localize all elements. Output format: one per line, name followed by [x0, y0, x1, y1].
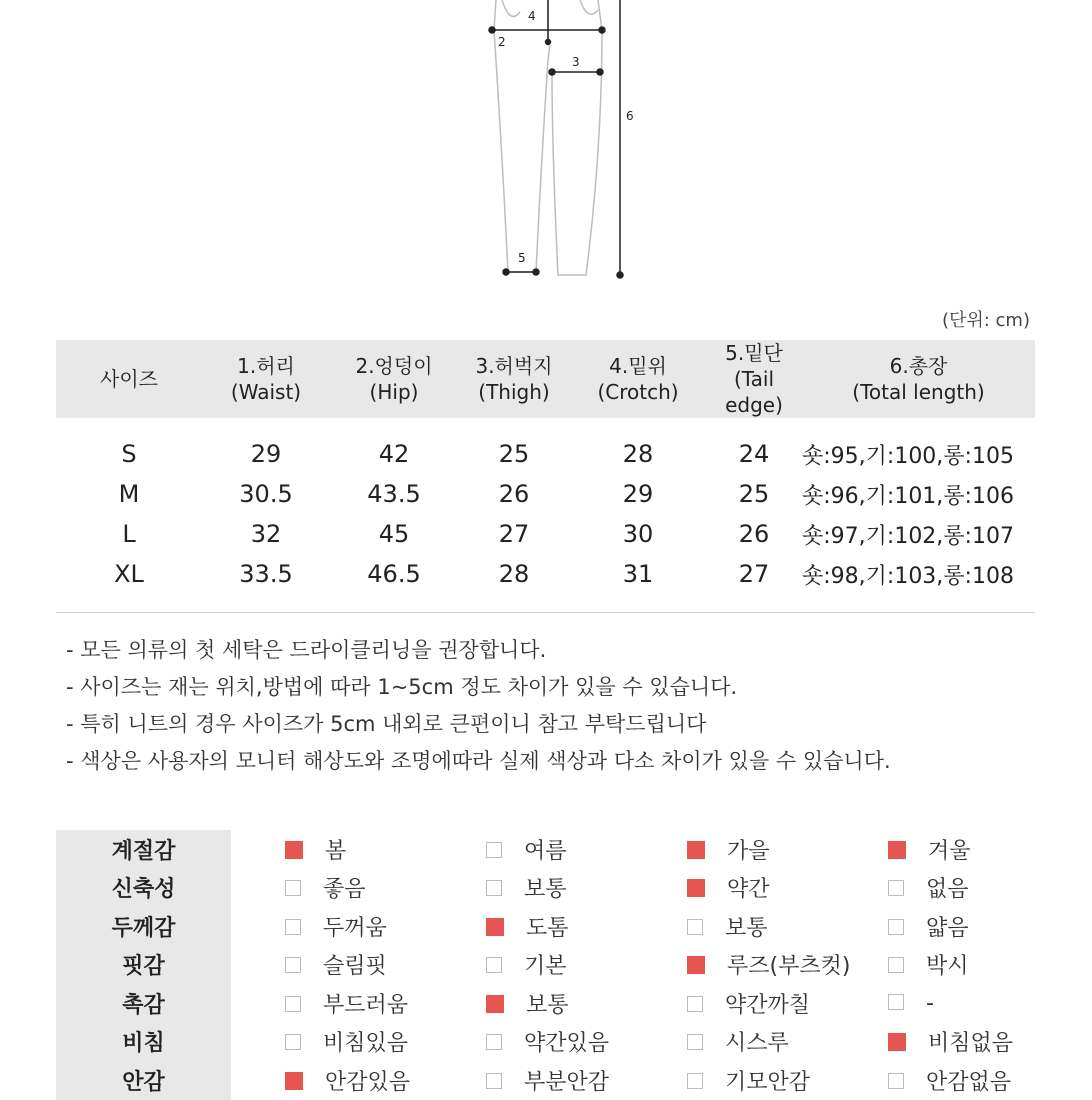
unchecked-box-icon	[486, 957, 502, 973]
unchecked-box-icon	[486, 880, 502, 896]
unchecked-box-icon	[888, 880, 904, 896]
unchecked-box-icon	[687, 1034, 703, 1050]
cell-thigh: 27	[498, 520, 530, 548]
unchecked-box-icon	[888, 919, 904, 935]
attribute-option-label: 좋음	[323, 877, 366, 903]
header-size: 사이즈	[56, 340, 202, 418]
attribute-row	[56, 869, 1035, 908]
attribute-label: 계절감	[56, 830, 231, 869]
checked-box-icon	[888, 841, 906, 859]
unchecked-box-icon	[285, 880, 301, 896]
attribute-option	[231, 907, 432, 946]
cell-crotch: 31	[570, 554, 706, 613]
attribute-option	[633, 907, 834, 946]
cell-size: S	[121, 440, 137, 468]
unchecked-box-icon	[486, 842, 502, 858]
unchecked-box-icon	[285, 1034, 301, 1050]
attribute-option	[834, 1061, 1035, 1100]
attribute-label: 촉감	[56, 984, 231, 1023]
unchecked-box-icon	[888, 957, 904, 973]
cell-thigh: 25	[498, 440, 530, 468]
attribute-option	[834, 907, 1035, 946]
cell-thigh: 26	[498, 480, 530, 508]
attribute-option-label: 박시	[926, 954, 969, 980]
attribute-option	[633, 869, 834, 908]
note-item: - 특히 니트의 경우 사이즈가 5cm 내외로 큰편이니 참고 부탁드립니다	[66, 712, 707, 736]
header-crotch: 4.밑위 (Crotch)	[570, 340, 706, 418]
attribute-option	[231, 1061, 432, 1100]
attribute-option-label: 비침있음	[323, 1031, 409, 1057]
header-tail-edge: 5.밑단 (Tail edge)	[706, 340, 802, 418]
attribute-option	[231, 984, 432, 1023]
attribute-option	[231, 1023, 432, 1062]
attribute-option	[432, 869, 633, 908]
cell-crotch: 30	[622, 520, 654, 548]
checked-box-icon	[486, 918, 504, 936]
attribute-option	[633, 1061, 834, 1100]
attribute-option	[432, 1061, 633, 1100]
unchecked-box-icon	[687, 1073, 703, 1089]
cell-hip: 42	[378, 440, 410, 468]
unchecked-box-icon	[285, 996, 301, 1012]
attribute-table	[56, 830, 1035, 1100]
unchecked-box-icon	[888, 1073, 904, 1089]
attribute-option	[432, 830, 633, 869]
attribute-option	[432, 984, 633, 1023]
unchecked-box-icon	[687, 919, 703, 935]
diagram-label-thigh: 3	[572, 55, 580, 69]
attribute-option-label: 약간까칠	[725, 992, 811, 1018]
diagram-label-hip: 2	[498, 35, 506, 49]
attribute-option	[834, 984, 1035, 1023]
unchecked-box-icon	[486, 1073, 502, 1089]
header-thigh: 3.허벅지 (Thigh)	[458, 340, 570, 418]
cell-waist: 32	[250, 520, 282, 548]
cell-waist: 29	[250, 440, 282, 468]
cell-tail-edge: 26	[738, 520, 770, 548]
attribute-option-label: 안감없음	[926, 1069, 1012, 1095]
attribute-option	[231, 830, 432, 869]
note-item: - 색상은 사용자의 모니터 해상도와 조명에따라 실제 색상과 다소 차이가 있을 수 있습니다.	[66, 749, 891, 773]
table-row	[56, 474, 1035, 514]
attribute-row	[56, 907, 1035, 946]
unchecked-box-icon	[285, 957, 301, 973]
size-table-header	[56, 340, 1035, 418]
attribute-option-label: 안감있음	[325, 1069, 411, 1095]
unchecked-box-icon	[888, 994, 904, 1010]
cell-waist: 30.5	[239, 480, 293, 508]
attribute-option-label: 봄	[325, 838, 347, 864]
attribute-row	[56, 984, 1035, 1023]
attribute-option-label: 기모안감	[725, 1069, 811, 1095]
attribute-option-label: 슬림핏	[323, 954, 387, 980]
checked-box-icon	[687, 956, 705, 974]
cell-tail-edge: 24	[738, 440, 770, 468]
unit-label: (단위: cm)	[941, 310, 1030, 331]
attribute-option-label: 보통	[524, 877, 567, 903]
cell-tail-edge: 27	[706, 554, 802, 613]
attribute-option-label: 약간	[727, 877, 770, 903]
table-row	[56, 554, 1035, 613]
attribute-option	[432, 946, 633, 985]
attribute-label: 핏감	[56, 946, 231, 985]
header-total-length: 6.총장 (Total length)	[802, 340, 1035, 418]
attribute-row	[56, 946, 1035, 985]
table-row	[56, 514, 1035, 554]
attribute-option	[432, 907, 633, 946]
diagram-label-length: 6	[626, 109, 634, 123]
cell-hip: 43.5	[367, 480, 421, 508]
pants-outline-icon	[480, 0, 640, 285]
attribute-row	[56, 830, 1035, 869]
attribute-option-label: 약간있음	[524, 1031, 610, 1057]
attribute-option-label: 없음	[926, 877, 969, 903]
attribute-option-label: 부분안감	[524, 1069, 610, 1095]
size-table	[56, 340, 1035, 613]
attribute-option	[834, 946, 1035, 985]
cell-size: M	[118, 480, 140, 508]
note-item: - 모든 의류의 첫 세탁은 드라이클리닝을 권장합니다.	[66, 638, 547, 662]
attribute-option	[834, 869, 1035, 908]
attribute-option-label: 가을	[727, 838, 770, 864]
cell-waist: 33.5	[202, 554, 330, 613]
attribute-label: 안감	[56, 1061, 231, 1100]
diagram-label-tail: 5	[518, 251, 526, 265]
attribute-label: 비침	[56, 1023, 231, 1062]
attribute-option-label: 비침없음	[928, 1031, 1014, 1057]
checked-box-icon	[486, 995, 504, 1013]
checked-box-icon	[285, 841, 303, 859]
attribute-option	[633, 946, 851, 985]
cell-crotch: 28	[622, 440, 654, 468]
cell-size: XL	[56, 554, 202, 613]
attribute-option-label: 두꺼움	[323, 915, 387, 941]
care-notes	[66, 632, 891, 780]
attribute-option	[231, 946, 432, 985]
attribute-option-label: 보통	[526, 992, 569, 1018]
cell-total-length: 숏:96,기:101,롱:106	[802, 483, 1014, 509]
attribute-option-label: 루즈(부츠컷)	[727, 954, 851, 980]
cell-hip: 46.5	[330, 554, 458, 613]
cell-crotch: 29	[622, 480, 654, 508]
attribute-option	[231, 869, 432, 908]
attribute-option	[834, 830, 1035, 869]
attribute-label: 두께감	[56, 907, 231, 946]
attribute-option-label: 부드러움	[323, 992, 409, 1018]
attribute-option	[432, 1023, 633, 1062]
attribute-option-label: 보통	[725, 915, 768, 941]
unchecked-box-icon	[687, 996, 703, 1012]
checked-box-icon	[687, 841, 705, 859]
attribute-option-label: 겨울	[928, 838, 971, 864]
attribute-option	[834, 1023, 1035, 1062]
checked-box-icon	[687, 879, 705, 897]
attribute-row	[56, 1061, 1035, 1100]
attribute-option-label: 얇음	[926, 915, 969, 941]
cell-hip: 45	[378, 520, 410, 548]
checked-box-icon	[888, 1033, 906, 1051]
table-row	[56, 418, 1035, 474]
attribute-option	[633, 1023, 834, 1062]
note-item: - 사이즈는 재는 위치,방법에 따라 1~5cm 정도 차이가 있을 수 있습니다.	[66, 675, 738, 699]
unchecked-box-icon	[285, 919, 301, 935]
attribute-option	[633, 830, 834, 869]
cell-size: L	[122, 520, 136, 548]
attribute-option-label: 시스루	[725, 1031, 789, 1057]
cell-thigh: 28	[458, 554, 570, 613]
checked-box-icon	[285, 1072, 303, 1090]
attribute-row	[56, 1023, 1035, 1062]
header-waist: 1.허리 (Waist)	[202, 340, 330, 418]
attribute-option-label: 도톰	[526, 915, 569, 941]
cell-total-length: 숏:98,기:103,롱:108	[802, 554, 1035, 613]
cell-tail-edge: 25	[738, 480, 770, 508]
attribute-option-label: 여름	[524, 838, 567, 864]
pants-measurement-diagram	[480, 0, 640, 285]
attribute-option	[633, 984, 834, 1023]
cell-total-length: 숏:95,기:100,롱:105	[802, 443, 1014, 469]
diagram-label-crotch: 4	[528, 9, 536, 23]
attribute-label: 신축성	[56, 869, 231, 908]
cell-total-length: 숏:97,기:102,롱:107	[802, 523, 1014, 549]
header-hip: 2.엉덩이 (Hip)	[330, 340, 458, 418]
attribute-option-label: 기본	[524, 954, 567, 980]
unchecked-box-icon	[486, 1034, 502, 1050]
attribute-option-label: -	[926, 990, 934, 1016]
